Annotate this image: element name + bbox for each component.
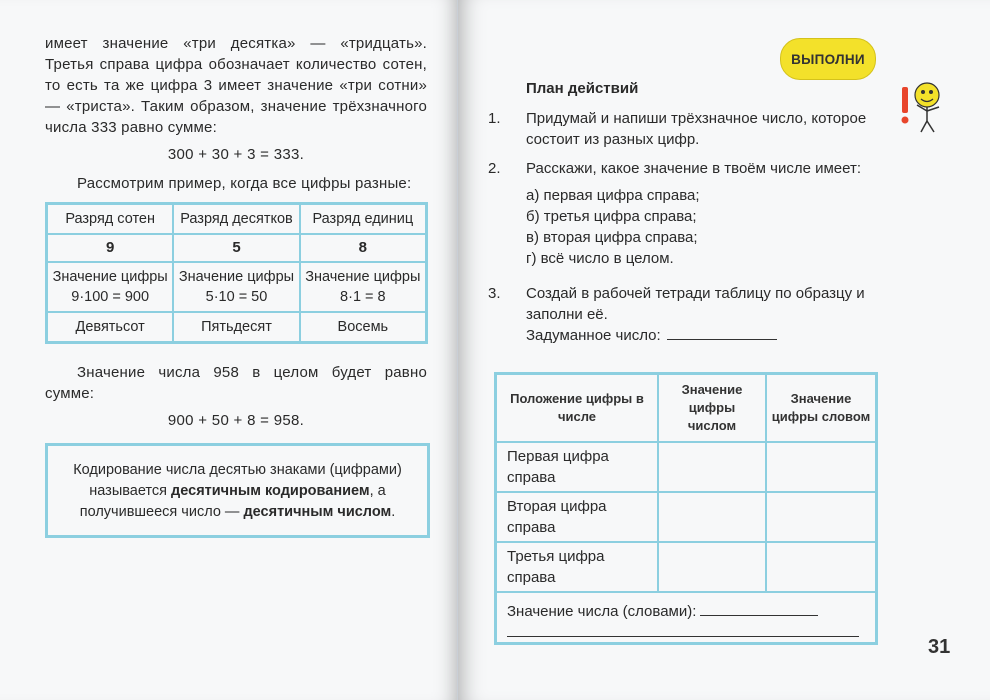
header-position: Положение цифры в числе [496, 374, 659, 443]
value-tens [173, 262, 299, 312]
empty-cell [766, 442, 877, 492]
value-calc: 5·10 = 50 [205, 289, 268, 305]
empty-cell [658, 542, 766, 592]
right-page [458, 0, 990, 700]
paragraph-sum: Значение числа 958 в целом будет равно сумме: [45, 364, 427, 402]
header-value-word: Значение цифры словом [766, 374, 877, 443]
step-text: Придумай и напиши трёхзначное число, которое состоит из разных цифр. [526, 110, 867, 148]
sub-item: а) первая цифра справа; [526, 187, 700, 204]
table-total-row [496, 592, 877, 644]
worksheet-table [494, 372, 878, 645]
digit-units: 8 [300, 234, 427, 262]
total-cell [496, 592, 877, 644]
empty-cell [766, 542, 877, 592]
header-value-number: Значение цифры числом [658, 374, 766, 443]
definition-term: десятичным кодированием [171, 483, 370, 499]
table-row [496, 442, 877, 492]
equation-333: 300 + 30 + 3 = 333. [167, 146, 305, 163]
digit-tens: 5 [173, 234, 299, 262]
table-digits-row [47, 234, 427, 262]
table-row [496, 492, 877, 542]
word-units: Восемь [300, 312, 427, 343]
page-number: 31 [928, 636, 951, 658]
paragraph-intro: имеет значение «три десятка» — «тридцать». Третья справа цифра обозначает количество сотен, то есть та же цифра 3 имеет значение «три сотни» — «триста». Таким образом, значение трёхзначного числа 333 равно сумме: [45, 35, 427, 136]
steps-list [488, 108, 888, 354]
header-hundreds: Разряд сотен [47, 204, 174, 235]
definition-box [45, 443, 430, 538]
place-value-table [45, 202, 428, 344]
smiley-exclamation-icon [900, 75, 950, 135]
row-label: Третья цифра справа [496, 542, 659, 592]
definition-text: , а получившееся число — [79, 483, 386, 520]
do-it-badge: ВЫПОЛНИ [780, 38, 876, 80]
table-header-row [47, 204, 427, 235]
step-number: 2. [488, 160, 501, 177]
equation-958: 900 + 50 + 8 = 958. [167, 412, 305, 429]
answer-line [507, 636, 859, 637]
definition-term: десятичным числом [243, 504, 392, 520]
left-page [0, 0, 458, 700]
answer-line [667, 327, 777, 340]
chosen-number-label: Задуманное число: [526, 327, 661, 344]
plan-title: План действий [526, 80, 639, 97]
paragraph-example: Рассмотрим пример, когда все цифры разные: [77, 175, 412, 192]
sub-list [526, 185, 861, 269]
value-units [300, 262, 427, 312]
list-item [488, 108, 888, 150]
row-label: Вторая цифра справа [496, 492, 659, 542]
row-label: Первая цифра справа [496, 442, 659, 492]
sub-item: б) третья цифра справа; [526, 208, 697, 225]
value-hundreds [47, 262, 174, 312]
sub-item: в) вторая цифра справа; [526, 229, 698, 246]
table-values-row [47, 262, 427, 312]
value-label: Значение цифры [305, 269, 421, 285]
definition-text: Кодирование числа десятью знаками (цифрами) называется [73, 462, 402, 499]
value-calc: 9·100 = 900 [71, 289, 150, 305]
table-row [496, 542, 877, 592]
sub-item: г) всё число в целом. [526, 250, 674, 267]
empty-cell [766, 492, 877, 542]
word-hundreds: Девятьсот [47, 312, 174, 343]
empty-cell [658, 442, 766, 492]
value-calc: 8·1 = 8 [340, 289, 386, 305]
list-item [488, 158, 888, 275]
step-text: Расскажи, какое значение в твоём числе имеет: [526, 160, 861, 177]
value-label: Значение цифры [178, 269, 295, 285]
definition-text: . [391, 504, 396, 520]
table-header-row [496, 374, 877, 443]
digit-hundreds: 9 [47, 234, 174, 262]
word-tens: Пятьдесят [173, 312, 299, 343]
step-text: Создай в рабочей тетради таблицу по образцу и заполни её. [526, 285, 865, 323]
total-label: Значение числа (словами): [507, 603, 697, 620]
step-number: 3. [488, 285, 501, 302]
answer-line [700, 603, 818, 616]
header-units: Разряд единиц [300, 204, 427, 235]
table-words-row [47, 312, 427, 343]
empty-cell [658, 492, 766, 542]
value-label: Значение цифры [52, 269, 168, 285]
header-tens: Разряд десятков [173, 204, 299, 235]
list-item [488, 283, 888, 346]
step-number: 1. [488, 110, 501, 127]
chosen-number-line [526, 325, 888, 346]
